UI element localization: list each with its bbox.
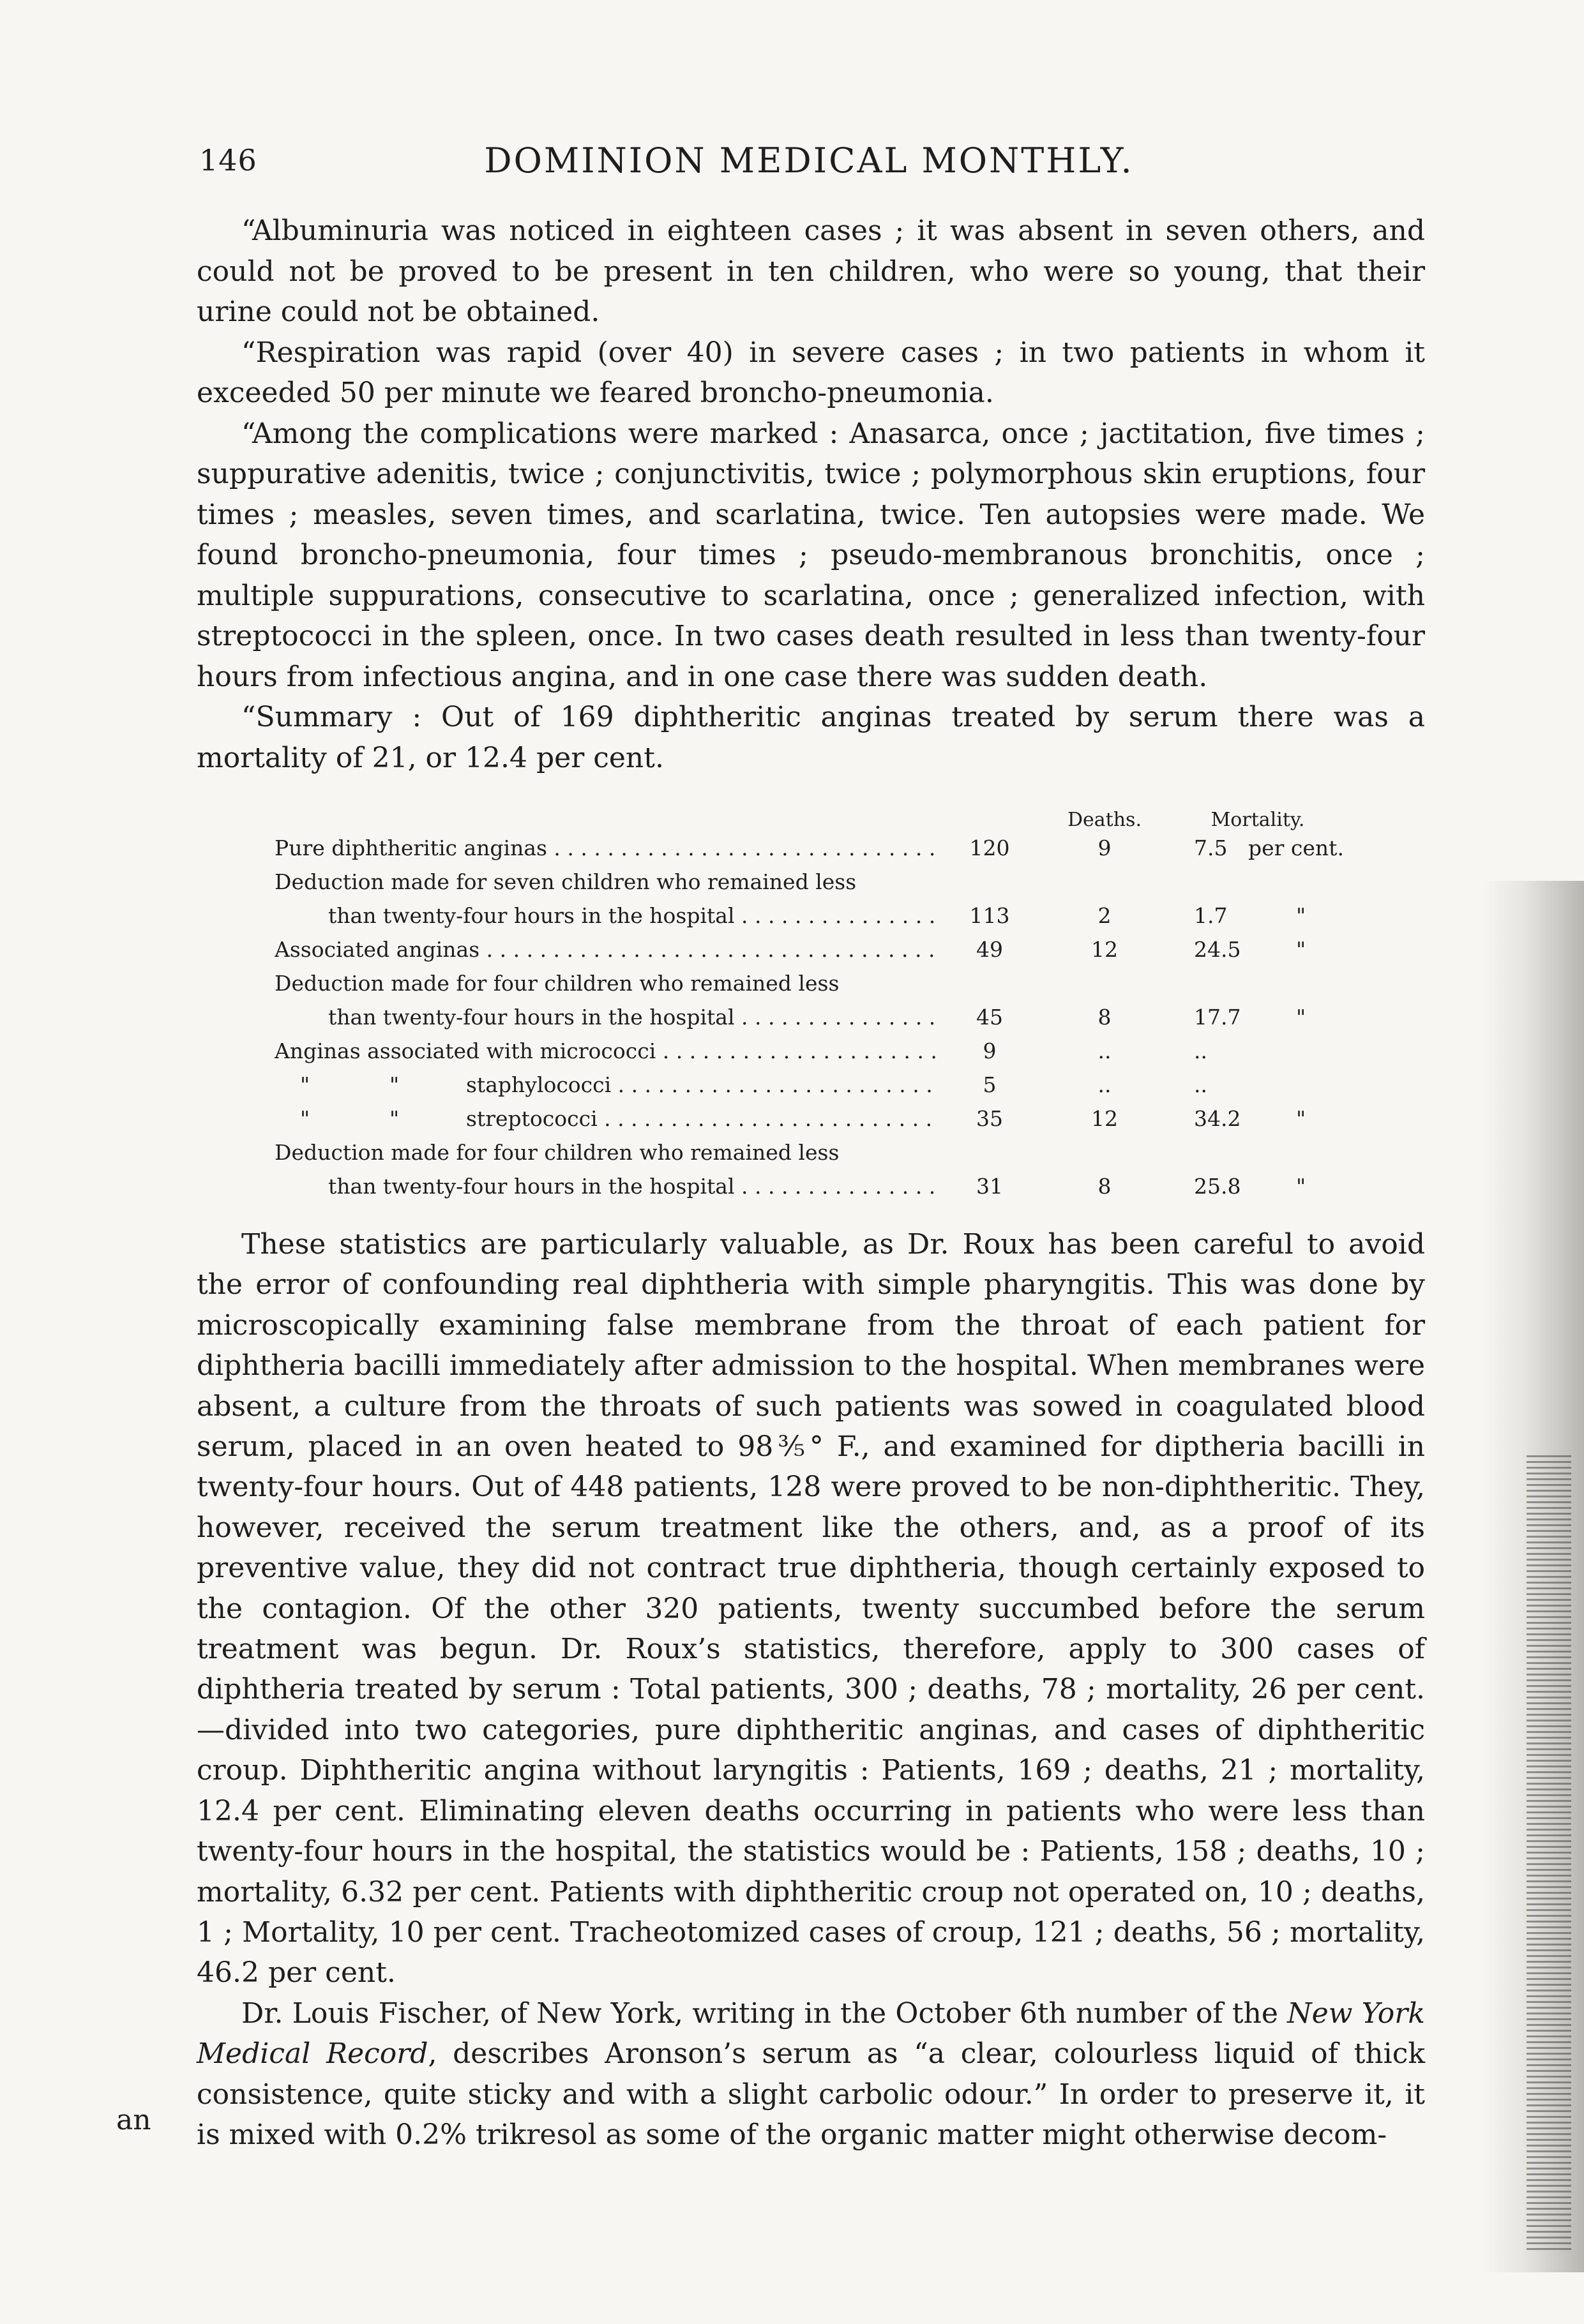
row-label-text: than twenty-four hours in the hospital xyxy=(328,1174,735,1199)
row-label-text: streptococci xyxy=(466,1106,598,1131)
deaths-cell: 12 xyxy=(1091,937,1118,962)
table-body xyxy=(275,831,1398,1203)
table-header xyxy=(275,799,1398,831)
paragraph: “Summary : Out of 169 diphtheritic anginas treated by serum there was a mortality of 21, or 12.4 per cent. xyxy=(197,701,1425,774)
patients-cell: 45 xyxy=(976,1005,1003,1030)
row-label xyxy=(328,899,939,933)
table-row xyxy=(275,1136,1398,1169)
table-row xyxy=(275,933,1398,966)
table-row xyxy=(275,865,1398,899)
deaths-column-header: Deaths. xyxy=(1067,809,1142,831)
row-label xyxy=(275,966,939,1000)
row-label xyxy=(275,1136,939,1169)
ditto-mark: " xyxy=(389,1106,400,1131)
paragraph: These statistics are particularly valuable, as Dr. Roux has been careful to avoid the error of confounding real diphtheria with simple pharyngitis. This was done by microscopically examining false membrane from the throat of each patient for diphtheria bacilli immediately after admission to the hospital. When membranes were absent, a culture from the throats of such patients was sowed in coagulated blood serum, placed in an oven heated to 98⅗° F., and examined for diptheria bacilli in twenty-four hours. Out of 448 patients, 128 were proved to be non-diphtheritic. They, however, received the serum treatment like the others, and, as a proof of its preventive value, they did not contract true diphtheria, though certainly exposed to the contagion. Of the other 320 patients, twenty succumbed before the serum treatment was begun. Dr. Roux’s statistics, therefore, apply to 300 cases of diphtheria treated by serum : Total patients, 300 ; deaths, 78 ; mortality, 26 per cent. —divided into two categories, pure diphtheritic anginas, and cases of diphtheritic croup. Diphtheritic angina without laryngitis : Patients, 169 ; deaths, 21 ; mortality, 12.4 per cent. Eliminating eleven deaths occurring in patients who were less than twenty-four hours in the hospital, the statistics would be : Patients, 158 ; deaths, 10 ; mortality, 6.32 per cent. Patients with diphtheritic croup not operated on, 10 ; deaths, 1 ; Mortality, 10 per cent. Tracheotomized cases of croup, 121 ; deaths, 56 ; mortality, 46.2 per cent. xyxy=(197,1228,1425,1990)
deaths-cell: 9 xyxy=(1097,836,1112,860)
row-label-text: Pure diphtheritic anginas xyxy=(275,836,547,860)
patients-cell: 9 xyxy=(983,1038,997,1063)
statistics-table xyxy=(275,799,1398,1203)
row-label xyxy=(275,1034,939,1068)
table-row xyxy=(275,831,1398,865)
page-number: 146 xyxy=(199,143,257,177)
row-label xyxy=(466,1068,939,1102)
page-edge-shadow xyxy=(1482,881,1584,2272)
table-row xyxy=(275,1000,1398,1034)
row-label-text: than twenty-four hours in the hospital xyxy=(328,1005,735,1030)
mortality-cell: 24.5 xyxy=(1194,937,1241,962)
deaths-cell: .. xyxy=(1097,1072,1112,1097)
row-label xyxy=(275,865,939,899)
paragraph: Dr. Louis Fischer, of New York, writing in the October 6th number of the New York Medical Record, describes Aronson’s serum as “a clear, colourless liquid of thick consistence, quite sticky and with a slight carbolic odour.” In order to preserve it, it is mixed with 0.2% trikresol as some of the organic matter might otherwise decom- xyxy=(197,1997,1426,2151)
mortality-cell: .. xyxy=(1194,1038,1207,1063)
page-header xyxy=(199,128,1419,185)
ditto-mark: " xyxy=(300,1106,310,1131)
row-label-text: Anginas associated with micrococci xyxy=(275,1038,656,1063)
patients-cell: 35 xyxy=(976,1106,1003,1131)
deaths-cell: 2 xyxy=(1097,903,1112,928)
table-row xyxy=(275,1034,1398,1068)
row-label-text: Deduction made for four children who remained less xyxy=(275,1140,840,1165)
deaths-cell: .. xyxy=(1097,1038,1112,1063)
unit-cell: " xyxy=(1296,1174,1306,1199)
paragraph: “Among the complications were marked : Anasarca, once ; jactitation, five times ; suppurative adenitis, twice ; conjunctivitis, twice ; polymorphous skin eruptions, four times ; measles, seven times, and scarlatina, twice. Ten autopsies were made. We found broncho-pneumonia, four times ; pseudo-membranous bronchitis, once ; multiple suppurations, consecutive to scarlatina, once ; generalized infection, with streptococci in the spleen, once. In two cases death resulted in less than twenty-four hours from infectious angina, and in one case there was sudden death. xyxy=(197,417,1425,693)
row-label xyxy=(275,831,939,865)
paragraph: “Respiration was rapid (over 40) in severe cases ; in two patients in whom it exceeded 50 per minute we feared broncho-pneumonia. xyxy=(197,336,1425,409)
patients-cell: 113 xyxy=(969,903,1010,928)
deaths-cell: 12 xyxy=(1091,1106,1118,1131)
mortality-cell: 34.2 xyxy=(1194,1106,1241,1131)
margin-annotation: an xyxy=(116,2104,151,2136)
table-row xyxy=(275,1102,1398,1136)
ditto-mark: " xyxy=(389,1072,400,1097)
row-label-text: Deduction made for seven children who remained less xyxy=(275,869,857,894)
row-label-text: Deduction made for four children who remained less xyxy=(275,971,840,996)
patients-cell: 120 xyxy=(969,836,1010,860)
patients-cell: 31 xyxy=(976,1174,1003,1199)
mortality-column-header: Mortality. xyxy=(1211,809,1305,831)
table-row xyxy=(275,1068,1398,1102)
unit-cell: per cent. xyxy=(1248,836,1344,860)
mortality-cell: 17.7 xyxy=(1194,1005,1241,1030)
row-label-text: Associated anginas xyxy=(275,937,480,962)
unit-cell: " xyxy=(1296,903,1306,928)
deaths-cell: 8 xyxy=(1097,1005,1112,1030)
table-row xyxy=(275,899,1398,933)
row-label-text: than twenty-four hours in the hospital xyxy=(328,903,735,928)
mortality-cell: 1.7 xyxy=(1194,903,1228,928)
unit-cell: " xyxy=(1296,1005,1306,1030)
patients-cell: 49 xyxy=(976,937,1003,962)
row-label-text: staphylococci xyxy=(466,1072,612,1097)
body-text-top xyxy=(197,211,1425,778)
patients-cell: 5 xyxy=(983,1072,997,1097)
mortality-cell: .. xyxy=(1194,1072,1207,1097)
table-row xyxy=(275,1169,1398,1203)
paragraph: “Albuminuria was noticed in eighteen cases ; it was absent in seven others, and could not be proved to be present in ten children, who were so young, that their urine could not be obtained. xyxy=(197,214,1425,328)
row-label xyxy=(328,1000,939,1034)
body-text-bottom xyxy=(197,1224,1425,2155)
row-label xyxy=(275,933,939,966)
deaths-cell: 8 xyxy=(1097,1174,1112,1199)
journal-title: New York Medical Record xyxy=(197,1997,1425,2071)
table-row xyxy=(275,966,1398,1000)
mortality-cell: 7.5 xyxy=(1194,836,1228,860)
unit-cell: " xyxy=(1296,937,1306,962)
row-label xyxy=(328,1169,939,1203)
unit-cell: " xyxy=(1296,1106,1306,1131)
ditto-mark: " xyxy=(300,1072,310,1097)
row-label xyxy=(466,1102,939,1136)
running-title: DOMINION MEDICAL MONTHLY. xyxy=(484,140,1134,181)
mortality-cell: 25.8 xyxy=(1194,1174,1241,1199)
